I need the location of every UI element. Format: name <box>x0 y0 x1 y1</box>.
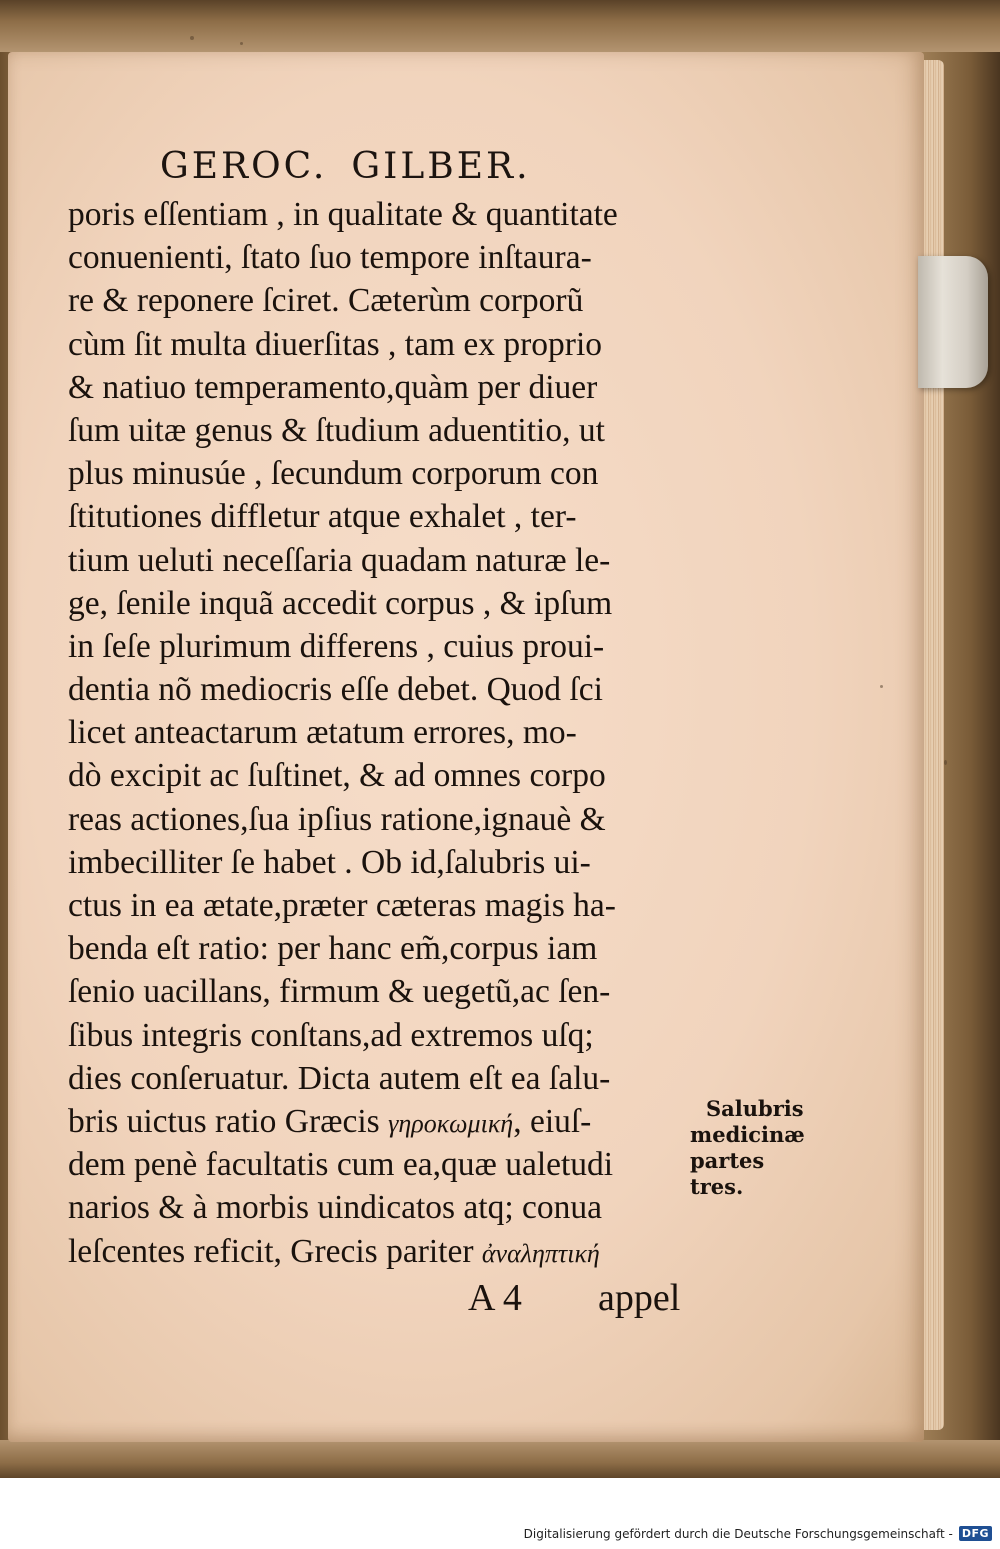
text-line: conuenienti, ſtato ſuo tempore inſtaura- <box>68 239 592 277</box>
running-header <box>160 146 555 187</box>
main-text-block <box>68 193 684 1273</box>
text-line: benda eſt ratio: per hanc em̃,corpus iam <box>68 930 598 968</box>
credit-text: Digitalisierung gefördert durch die Deutsche Forschungsgemeinschaft - <box>523 1526 953 1541</box>
text-line: cùm ſit multa diuerſitas , tam ex proprio <box>68 325 603 363</box>
text-line: ſum uitæ genus & ſtudium aduentitio, ut <box>68 411 605 449</box>
foxing-spot <box>240 42 243 45</box>
text-segment: leſcentes reficit, Grecis pariter <box>68 1232 474 1270</box>
foxing-spot <box>190 36 194 40</box>
text-line: imbecilliter ſe habet . Ob id,ſalubris ui- <box>68 843 591 881</box>
dfg-logo: DFG <box>959 1526 992 1541</box>
running-header-right: GILBER. <box>351 146 531 187</box>
text-line: narios & à morbis uindicatos atq; conua <box>68 1189 603 1227</box>
text-line: ctus in ea ætate,præter cæteras magis ha- <box>68 887 616 924</box>
text-line: in ſeſe plurimum differens , cuius proui- <box>68 627 605 665</box>
text-line-with-greek <box>68 1230 684 1273</box>
text-line: ſtitutiones diffletur atque exhalet , ter- <box>68 498 577 536</box>
marginal-note-line: medicinæ <box>690 1122 805 1147</box>
text-line: licet anteactarum ætatum errores, mo- <box>68 714 577 752</box>
greek-word-analeptike: ἀναληπτική <box>481 1238 600 1268</box>
clasp-tab <box>918 256 988 388</box>
running-header-left: GEROC. <box>160 146 328 187</box>
text-segment: bris uictus ratio Græcis <box>68 1102 380 1140</box>
text-line: dem penè facultatis cum ea,quæ ualetudi <box>68 1146 614 1184</box>
book-cover-bottom-edge <box>0 1440 1000 1478</box>
marginal-note <box>688 1096 805 1200</box>
marginal-note-line: tres. <box>690 1174 744 1199</box>
greek-word-gerocomike: γηροκωμική <box>388 1108 514 1138</box>
signature-mark: A 4 <box>468 1277 522 1319</box>
text-line: ſenio uacillans, firmum & uegetũ,ac ſen- <box>68 973 611 1011</box>
marginal-note-line: partes <box>690 1148 765 1173</box>
text-line-with-greek <box>68 1100 684 1143</box>
book-cover-top-edge <box>0 0 1000 52</box>
text-line: tium ueluti neceſſaria quadam naturæ le- <box>68 541 611 579</box>
text-line: re & reponere ſciret. Cæterùm corporũ <box>68 282 584 320</box>
text-segment: , eiuſ- <box>513 1102 592 1140</box>
digitization-credit <box>524 1526 992 1541</box>
marginal-note-line: Salubris <box>706 1096 804 1121</box>
text-line: reas actiones,ſua ipſius ratione,ignauè & <box>68 800 606 838</box>
foxing-spot <box>944 760 947 765</box>
text-line: & natiuo temperamento,quàm per diuer <box>68 368 598 406</box>
text-line: dentia nõ mediocris eſſe debet. Quod ſci <box>68 671 603 709</box>
text-line: dies conſeruatur. Dicta autem eſt ea ſalu- <box>68 1059 611 1097</box>
text-line: poris eſſentiam , in qualitate & quantitate <box>68 196 618 233</box>
text-line: ge, ſenile inquã accedit corpus , & ipſum <box>68 584 613 622</box>
catchword: appel <box>598 1277 681 1319</box>
text-line: plus minusúe , ſecundum corporum con <box>68 455 599 493</box>
foxing-spot <box>880 685 883 688</box>
text-line: ſibus integris conſtans,ad extremos uſq; <box>68 1016 594 1054</box>
text-line: dò excipit ac ſuſtinet, & ad omnes corpo <box>68 757 606 795</box>
